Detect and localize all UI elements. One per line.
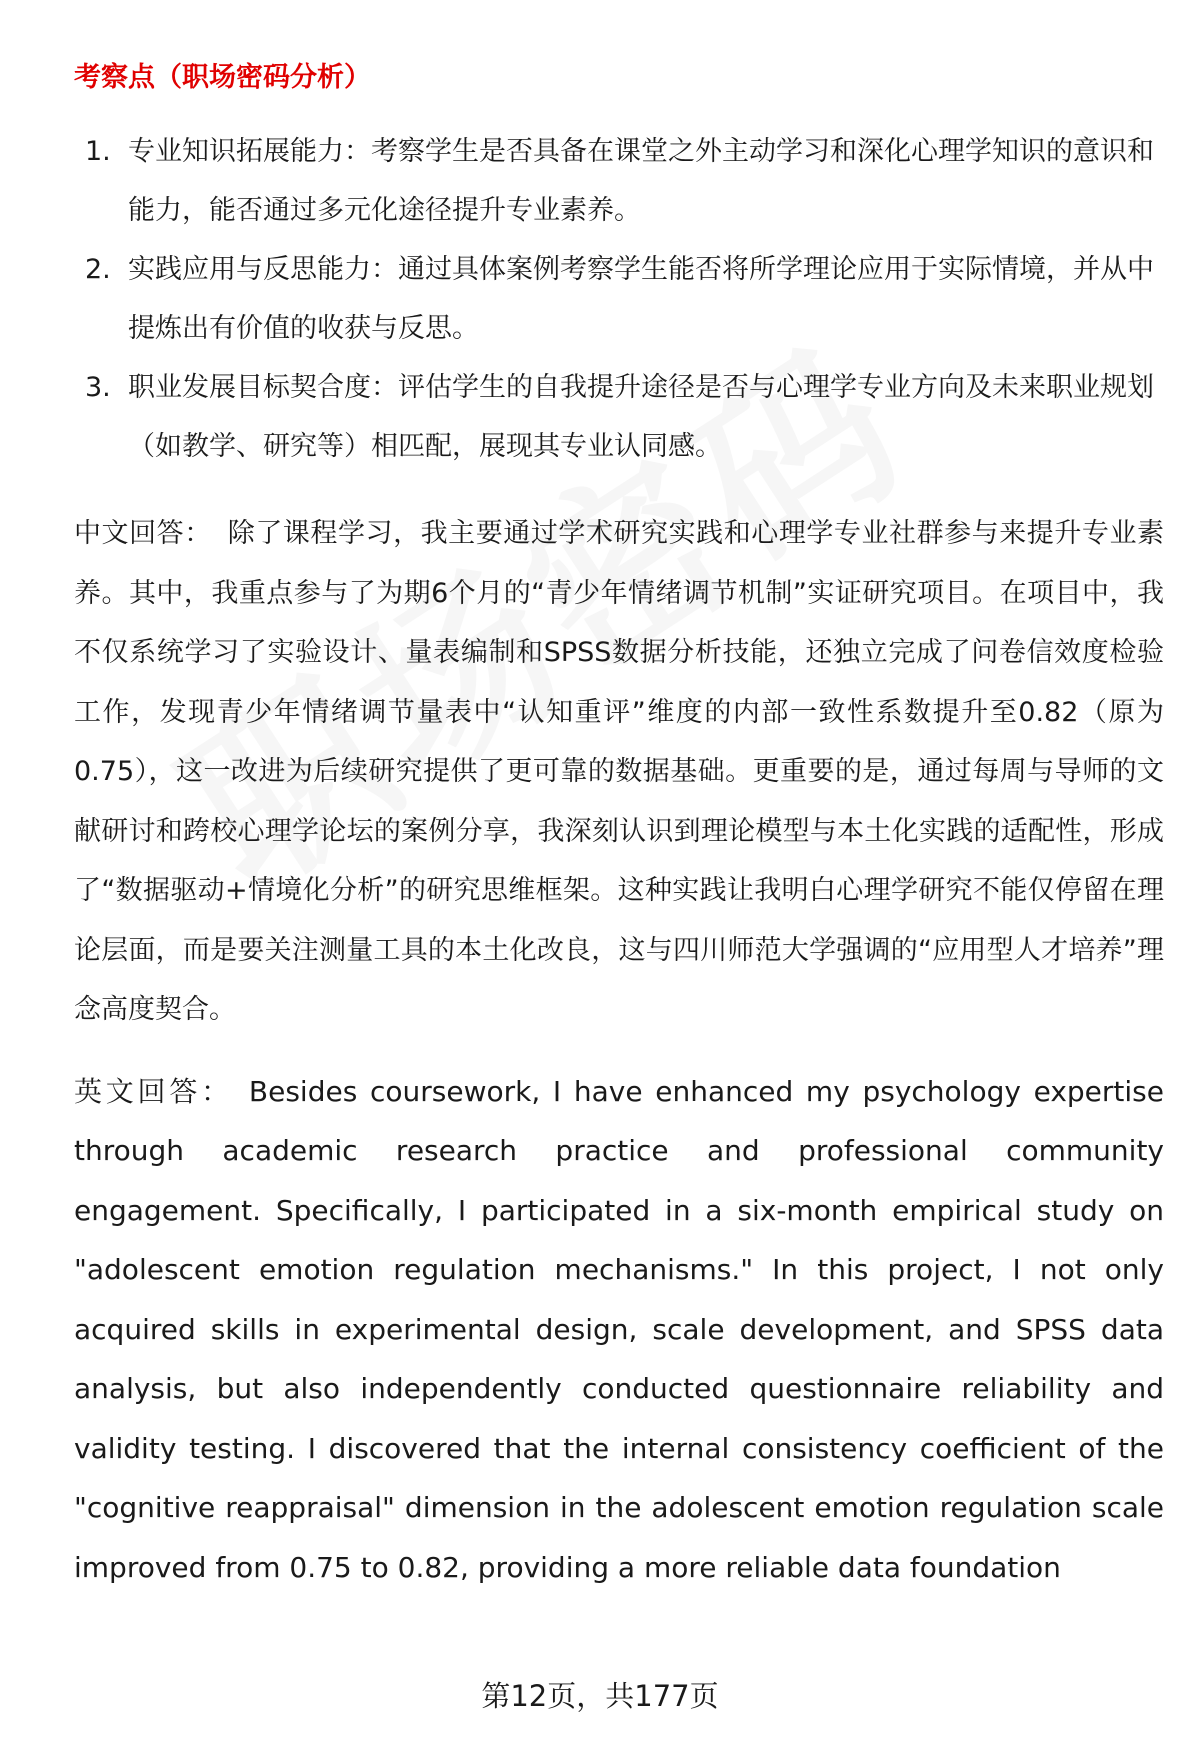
english-answer-text: Besides coursework, I have enhanced my psychology expertise through academic research practice and professional community engagement. Specifically, I participated in a six-month empirical study on "adolescent emotion regulation mechanisms." In this project, I not only acquired skills in experimental design, scale development, and SPSS data analysis, but also independently conducted questionnaire reliability and validity testing. I discovered that the internal consistency coefficient of the "cognitive reappraisal" dimension in the adolescent emotion regulation scale improved from 0.75 to 0.82, providing a more reliable data foundation	[74, 1074, 1164, 1584]
section-title: 考察点（职场密码分析）	[74, 62, 371, 93]
list-item	[74, 358, 1164, 476]
chinese-answer-text: 除了课程学习，我主要通过学术研究实践和心理学专业社群参与来提升专业素养。其中，我重点参与了为期6个月的“青少年情绪调节机制”实证研究项目。在项目中，我不仅系统学习了实验设计、量表编制和SPSS数据分析技能，还独立完成了问卷信效度检验工作，发现青少年情绪调节量表中“认知重评”维度的内部一致性系数提升至0.82（原为0.75），这一改进为后续研究提供了更可靠的数据基础。更重要的是，通过每周与导师的文献研讨和跨校心理学论坛的案例分享，我深刻认识到理论模型与本土化实践的适配性，形成了“数据驱动+情境化分析”的研究思维框架。这种实践让我明白心理学研究不能仅停留在理论层面，而是要关注测量工具的本土化改良，这与四川师范大学强调的“应用型人才培养”理念高度契合。	[74, 518, 1165, 1025]
list-item-number: 2.	[85, 254, 111, 285]
page-footer: 第12页，共177页	[481, 1679, 719, 1713]
english-answer-label: 英文回答：	[74, 1074, 233, 1108]
chinese-answer	[74, 504, 1164, 1040]
list-item-text: 职业发展目标契合度：评估学生的自我提升途径是否与心理学专业方向及未来职业规划（如教学、研究等）相匹配，展现其专业认同感。	[128, 372, 1154, 462]
chinese-answer-label: 中文回答：	[74, 518, 212, 549]
document-body	[74, 58, 1164, 1597]
english-answer	[74, 1062, 1164, 1598]
list-item-number: 1.	[85, 136, 111, 167]
list-item-text: 专业知识拓展能力：考察学生是否具备在课堂之外主动学习和深化心理学知识的意识和能力，能否通过多元化途径提升专业素养。	[128, 136, 1154, 226]
list-item	[74, 122, 1164, 240]
list-item-number: 3.	[85, 372, 111, 403]
list-item-text: 实践应用与反思能力：通过具体案例考察学生能否将所学理论应用于实际情境，并从中提炼出有价值的收获与反思。	[128, 254, 1154, 344]
assessment-points-list	[74, 122, 1164, 476]
list-item	[74, 240, 1164, 358]
